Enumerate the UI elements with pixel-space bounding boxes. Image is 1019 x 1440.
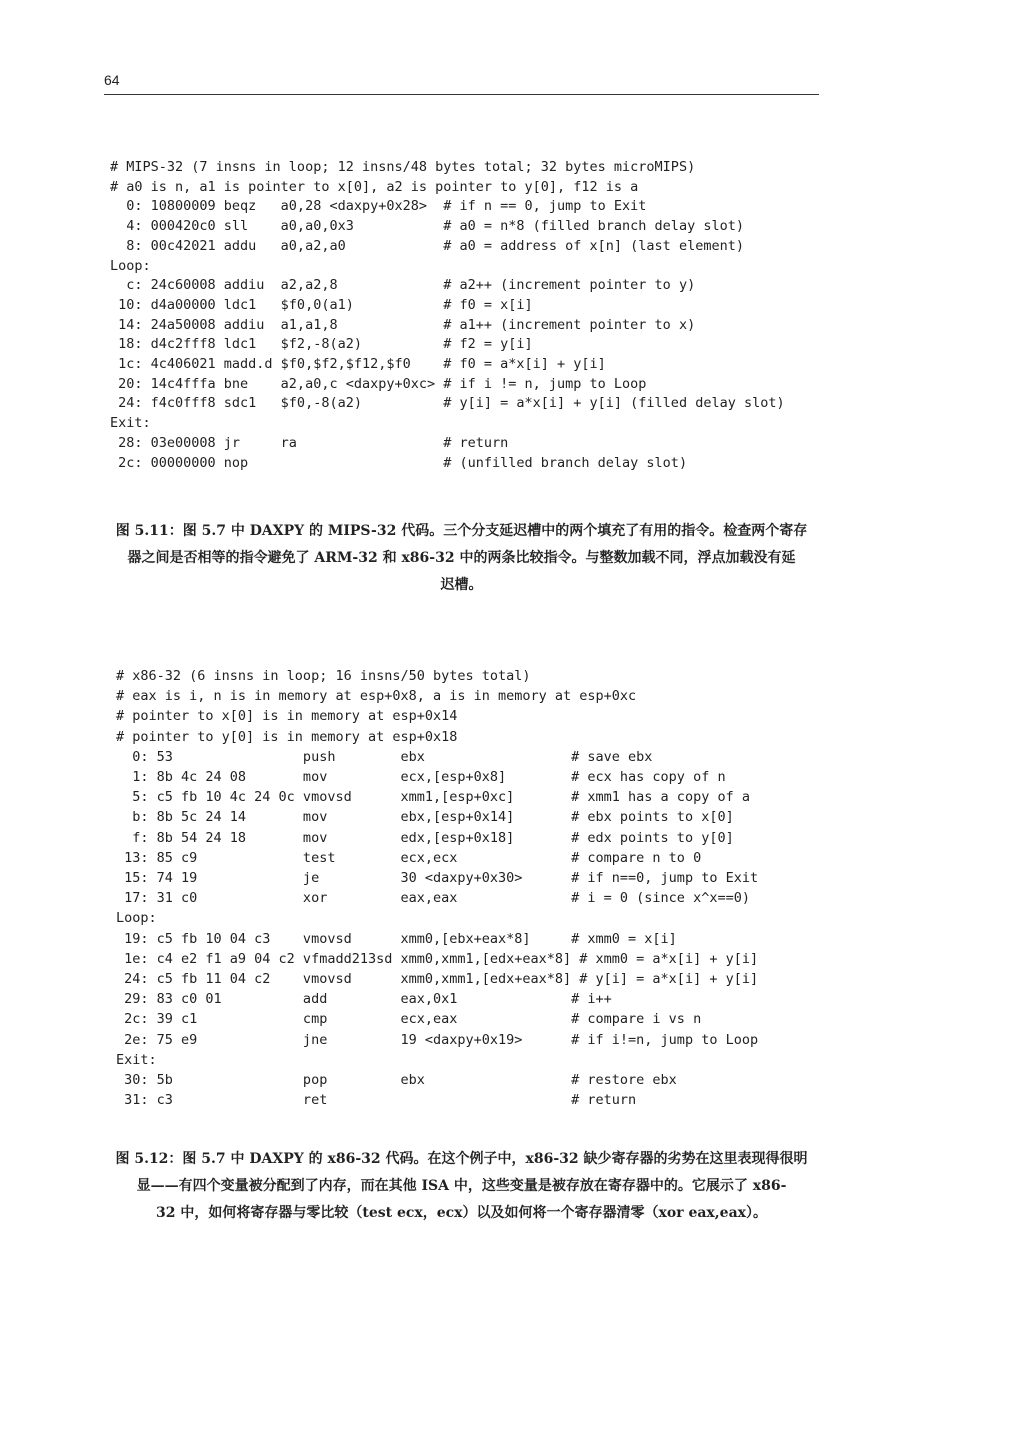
code-line: 10: d4a00000 ldc1 $f0,0(a1) # f0 = x[i] <box>110 296 533 313</box>
figure-5-11-caption <box>104 518 819 599</box>
x86-code-listing <box>116 666 758 1110</box>
code-line: 14: 24a50008 addiu a1,a1,8 # a1++ (increment pointer to x) <box>110 316 696 333</box>
code-line: 1e: c4 e2 f1 a9 04 c2 vfmadd213sd xmm0,xmm1,[edx+eax*8] # xmm0 = a*x[i] + y[i] <box>116 950 759 967</box>
code-line: 2e: 75 e9 jne 19 <daxpy+0x19> # if i!=n, jump to Loop <box>116 1031 759 1048</box>
caption-line: 图 5.11：图 5.7 中 DAXPY 的 MIPS-32 代码。三个分支延迟槽中的两个填充了有用的指令。检查两个寄存 <box>115 523 808 539</box>
caption-line: 显——有四个变量被分配到了内存，而在其他 ISA 中，这些变量是被存放在寄存器中的。它展示了 x86- <box>136 1178 787 1194</box>
code-line: 0: 53 push ebx # save ebx <box>116 748 653 765</box>
code-line: 17: 31 c0 xor eax,eax # i = 0 (since x^x==0) <box>116 890 750 907</box>
code-line: 5: c5 fb 10 4c 24 0c vmovsd xmm1,[esp+0xc] # xmm1 has a copy of a <box>116 789 750 806</box>
code-line: # eax is i, n is in memory at esp+0x8, a is in memory at esp+0xc <box>116 688 637 705</box>
code-line: f: 8b 54 24 18 mov edx,[esp+0x18] # edx points to y[0] <box>116 829 734 846</box>
caption-line: 图 5.12：图 5.7 中 DAXPY 的 x86-32 代码。在这个例子中，x86-32 缺少寄存器的劣势在这里表现得很明 <box>115 1151 808 1167</box>
mips-code-listing <box>110 158 785 473</box>
code-line: 20: 14c4fffa bne a2,a0,c <daxpy+0xc> # if i != n, jump to Loop <box>110 375 647 392</box>
code-line: 1c: 4c406021 madd.d $f0,$f2,$f12,$f0 # f0 = a*x[i] + y[i] <box>110 356 606 373</box>
code-line: 30: 5b pop ebx # restore ebx <box>116 1072 677 1089</box>
code-line: # a0 is n, a1 is pointer to x[0], a2 is pointer to y[0], f12 is a <box>110 178 639 195</box>
code-line: 13: 85 c9 test ecx,ecx # compare n to 0 <box>116 849 702 866</box>
code-line: # MIPS-32 (7 insns in loop; 12 insns/48 bytes total; 32 bytes microMIPS) <box>110 159 696 175</box>
caption-line: 32 中，如何将寄存器与零比较（test ecx，ecx）以及如何将一个寄存器清零（xor eax,eax）。 <box>156 1205 767 1221</box>
code-line: 18: d4c2fff8 ldc1 $f2,-8(a2) # f2 = y[i] <box>110 336 533 353</box>
code-line: Loop: <box>116 910 157 927</box>
code-line: 15: 74 19 je 30 <daxpy+0x30> # if n==0, jump to Exit <box>116 870 759 887</box>
code-line: 29: 83 c0 01 add eax,0x1 # i++ <box>116 991 612 1008</box>
code-line: b: 8b 5c 24 14 mov ebx,[esp+0x14] # ebx points to x[0] <box>116 809 734 826</box>
header-rule <box>104 94 819 95</box>
code-line: 24: f4c0fff8 sdc1 $f0,-8(a2) # y[i] = a*x[i] + y[i] (filled delay slot) <box>110 395 785 412</box>
code-line: 8: 00c42021 addu a0,a2,a0 # a0 = address of x[n] (last element) <box>110 237 744 254</box>
page-number: 64 <box>104 72 120 88</box>
caption-line: 迟槽。 <box>440 577 483 593</box>
code-line: Exit: <box>116 1051 157 1068</box>
code-line: 28: 03e00008 jr ra # return <box>110 434 509 451</box>
code-line: Loop: <box>110 257 151 274</box>
code-line: 0: 10800009 beqz a0,28 <daxpy+0x28> # if n == 0, jump to Exit <box>110 198 647 215</box>
code-line: 4: 000420c0 sll a0,a0,0x3 # a0 = n*8 (filled branch delay slot) <box>110 218 744 235</box>
code-line: 2c: 00000000 nop # (unfilled branch delay slot) <box>110 454 688 471</box>
caption-line: 器之间是否相等的指令避免了 ARM-32 和 x86-32 中的两条比较指令。与整数加载不同，浮点加载没有延 <box>127 550 796 566</box>
code-line: 19: c5 fb 10 04 c3 vmovsd xmm0,[ebx+eax*8] # xmm0 = x[i] <box>116 930 677 947</box>
code-line: 2c: 39 c1 cmp ecx,eax # compare i vs n <box>116 1011 702 1028</box>
code-line: 24: c5 fb 11 04 c2 vmovsd xmm0,xmm1,[edx+eax*8] # y[i] = a*x[i] + y[i] <box>116 971 759 988</box>
code-line: 31: c3 ret # return <box>116 1092 637 1109</box>
code-line: # pointer to x[0] is in memory at esp+0x14 <box>116 708 458 725</box>
figure-5-12-caption <box>104 1146 819 1227</box>
code-line: # x86-32 (6 insns in loop; 16 insns/50 bytes total) <box>116 668 531 684</box>
code-line: # pointer to y[0] is in memory at esp+0x18 <box>116 728 458 745</box>
code-line: 1: 8b 4c 24 08 mov ecx,[esp+0x8] # ecx has copy of n <box>116 769 726 786</box>
code-line: c: 24c60008 addiu a2,a2,8 # a2++ (increment pointer to y) <box>110 277 696 294</box>
code-line: Exit: <box>110 415 151 432</box>
